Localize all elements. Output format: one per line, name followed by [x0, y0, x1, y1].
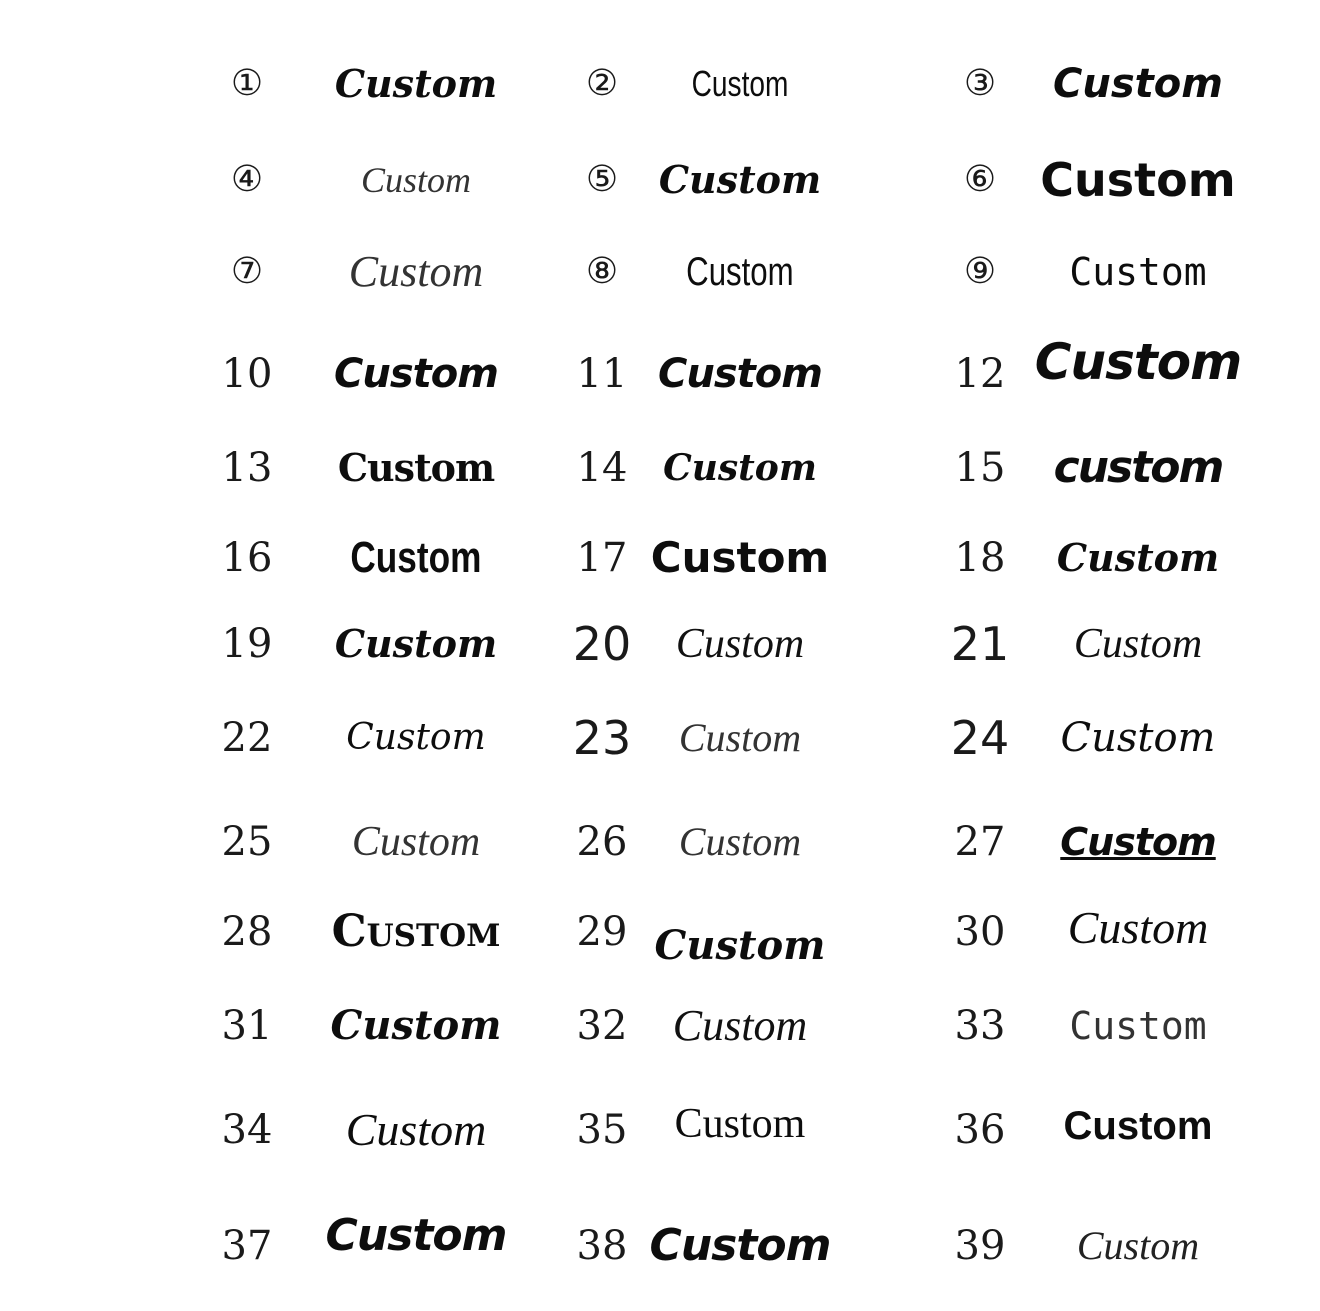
font-sample: Custom	[691, 63, 789, 104]
font-number: 31	[221, 1003, 273, 1049]
font-number: 38	[576, 1223, 628, 1269]
font-number: 20	[572, 617, 632, 671]
font-number: 36	[954, 1107, 1006, 1153]
font-sample: Custom	[686, 250, 794, 294]
font-row	[0, 140, 1320, 220]
font-number: 14	[576, 445, 628, 491]
font-number: ⑧	[585, 251, 619, 292]
font-sample: Custom	[334, 351, 498, 397]
font-sample: Custom	[675, 621, 805, 667]
font-number: ⑤	[585, 159, 619, 200]
font-number: 30	[954, 909, 1006, 955]
font-number: 37	[221, 1223, 273, 1269]
font-number: 18	[954, 535, 1006, 581]
font-row	[0, 892, 1320, 972]
font-sample: Custom	[1073, 621, 1203, 667]
font-sample: Custom	[650, 533, 830, 582]
font-sample: Custom	[1067, 902, 1209, 953]
font-number: 10	[221, 351, 273, 397]
font-row	[0, 334, 1320, 414]
font-number: 33	[954, 1003, 1006, 1049]
font-sample: Custom	[350, 533, 482, 582]
font-number: 28	[221, 909, 273, 955]
font-number: 15	[954, 445, 1006, 491]
font-sample: Custom	[674, 1101, 806, 1147]
font-sample: Custom	[1053, 61, 1223, 107]
font-number: ③	[963, 63, 997, 104]
font-sample: Custom	[658, 351, 822, 397]
font-sample: Custom	[345, 1104, 487, 1155]
font-number: ②	[585, 63, 619, 104]
font-sample: Custom	[672, 1001, 808, 1050]
font-sample: Custom	[360, 160, 472, 200]
font-row	[0, 986, 1320, 1066]
font-number: 24	[950, 711, 1010, 765]
font-sample: Custom	[649, 1220, 831, 1271]
font-number: 11	[576, 351, 628, 397]
font-sample: Custom	[325, 1210, 507, 1261]
font-sample: Custom	[658, 157, 822, 202]
font-sample: Custom	[678, 819, 802, 864]
font-sample: Custom	[1034, 333, 1242, 391]
font-sample: Custom	[1060, 715, 1216, 761]
font-number: ⑥	[963, 159, 997, 200]
font-sample: Custom	[654, 922, 826, 969]
font-sample: Custom	[1040, 153, 1236, 207]
font-sample: Custom	[1069, 250, 1207, 294]
font-number: 21	[950, 617, 1010, 671]
font-row	[0, 232, 1320, 312]
font-number: 35	[576, 1107, 628, 1153]
font-sample: Custom	[351, 819, 481, 865]
font-number: 13	[221, 445, 273, 491]
font-row	[0, 428, 1320, 508]
font-row	[0, 44, 1320, 124]
font-number: 23	[572, 711, 632, 765]
font-number: 32	[576, 1003, 628, 1049]
font-number: 17	[576, 535, 628, 581]
font-sample: Custom	[1060, 820, 1216, 864]
font-row	[0, 698, 1320, 778]
font-number: 39	[954, 1223, 1006, 1269]
font-sample: Custom	[348, 247, 484, 296]
font-sample: Custom	[330, 1002, 502, 1049]
font-sample: Custom	[1063, 1104, 1213, 1148]
font-number: 16	[221, 535, 273, 581]
font-sample: Custom	[678, 715, 802, 760]
font-row	[0, 1090, 1320, 1170]
font-number: 27	[954, 819, 1006, 865]
font-number: ①	[230, 63, 264, 104]
font-row	[0, 604, 1320, 684]
font-number: 22	[221, 715, 273, 761]
font-number: 19	[221, 621, 273, 667]
font-sample: Custom	[334, 621, 498, 666]
font-sample: Custom	[331, 906, 501, 957]
font-number: ⑦	[230, 251, 264, 292]
font-sample: Custom	[346, 717, 486, 758]
font-sample: Custom	[334, 61, 498, 106]
font-sample: Custom	[337, 445, 495, 490]
font-row	[0, 802, 1320, 882]
font-sample: Custom	[1076, 1223, 1200, 1268]
font-sample: Custom	[663, 447, 817, 489]
font-number: 34	[221, 1107, 273, 1153]
font-number: 25	[221, 819, 273, 865]
font-sample: Custom	[1069, 1004, 1207, 1048]
font-sample: custom	[1053, 442, 1223, 493]
font-number: ④	[230, 159, 264, 200]
font-number: 29	[576, 909, 628, 955]
font-number: ⑨	[963, 251, 997, 292]
font-number: 12	[954, 351, 1006, 397]
font-sample: Custom	[1056, 535, 1220, 580]
font-row	[0, 1206, 1320, 1286]
font-row	[0, 518, 1320, 598]
font-number: 26	[576, 819, 628, 865]
